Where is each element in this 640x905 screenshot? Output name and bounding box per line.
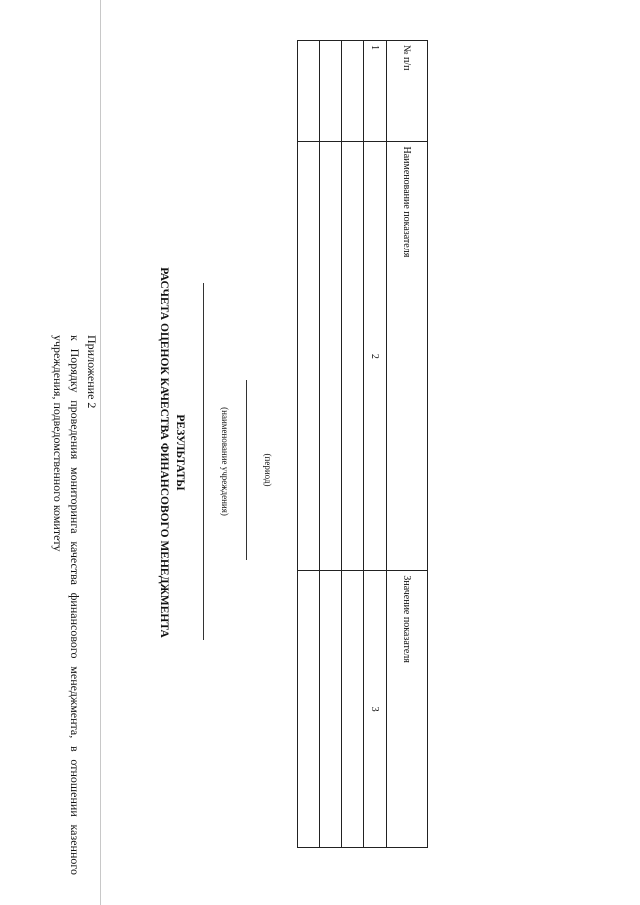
results-table bbox=[297, 40, 428, 848]
document-title bbox=[156, 0, 188, 905]
appendix-text: к Порядку проведения мониторинга качества финансового менеджмента, в отношении казенного учреждения, подведомственного комитету bbox=[51, 335, 82, 875]
period-caption: (период) bbox=[263, 453, 273, 487]
table-row bbox=[342, 41, 364, 848]
number-cell-2: 2 bbox=[364, 142, 387, 571]
institution-caption: (наименование учреждения) bbox=[220, 407, 230, 516]
title-line-2: РАСЧЕТА ОЦЕНОК КАЧЕСТВА ФИНАНСОВОГО МЕНЕДЖМЕНТА bbox=[158, 267, 170, 638]
number-cell-1: 1 bbox=[364, 41, 387, 142]
table-row bbox=[298, 41, 320, 848]
table-header-row bbox=[387, 41, 428, 848]
table-row bbox=[320, 41, 342, 848]
title-line-1: РЕЗУЛЬТАТЫ bbox=[174, 414, 186, 491]
appendix-title: Приложение 2 bbox=[85, 335, 99, 409]
period-blank-line bbox=[246, 380, 247, 560]
header-indicator-value: Значение показателя bbox=[387, 571, 428, 848]
header-indicator-name: Наименование показателя bbox=[387, 142, 428, 571]
appendix-note bbox=[49, 335, 100, 875]
table-number-row bbox=[364, 41, 387, 848]
institution-blank-line bbox=[203, 283, 204, 640]
number-cell-3: 3 bbox=[364, 571, 387, 848]
header-number: № п/п bbox=[387, 41, 428, 142]
